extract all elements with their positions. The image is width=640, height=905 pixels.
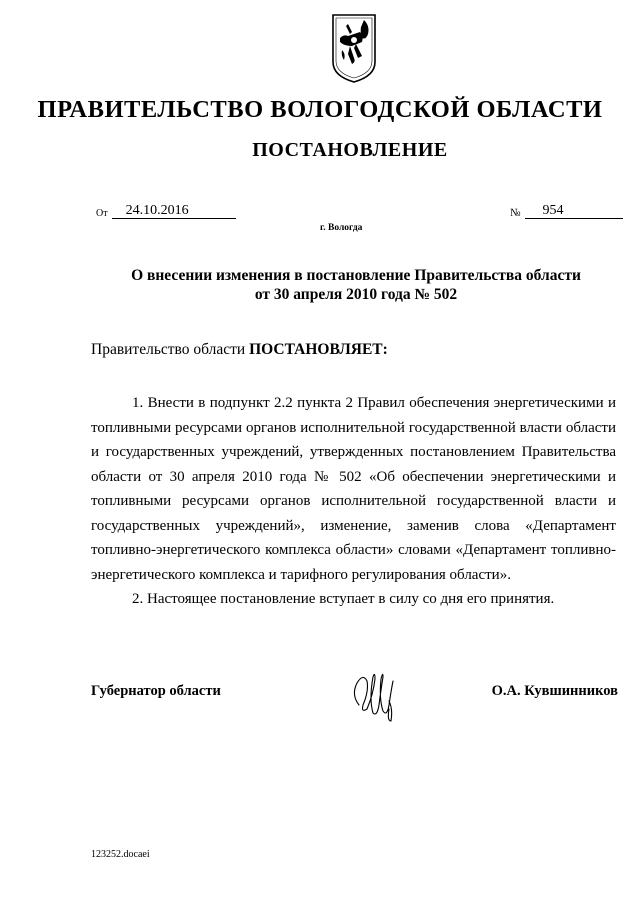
- handwritten-signature: [349, 665, 401, 723]
- city: г. Вологда: [320, 223, 363, 233]
- document-number: [510, 204, 623, 219]
- date-prefix: От: [96, 208, 108, 219]
- coat-of-arms-icon: [330, 12, 378, 84]
- date-value: 24.10.2016: [112, 204, 236, 219]
- number-value: 954: [525, 204, 623, 219]
- number-prefix: №: [510, 207, 521, 219]
- intro-text: Правительство области: [91, 341, 250, 358]
- intro-resolves: ПОСТАНОВЛЯЕТ:: [249, 341, 388, 358]
- signature-block: [91, 679, 618, 739]
- subject-line-1: О внесении изменения в постановление Правительства области: [131, 267, 581, 284]
- document-body: [91, 391, 616, 612]
- document-subject: [0, 266, 640, 304]
- document-type: ПОСТАНОВЛЕНИЕ: [252, 139, 448, 161]
- government-title: ПРАВИТЕЛЬСТВО ВОЛОГОДСКОЙ ОБЛАСТИ: [37, 96, 603, 123]
- subject-line-2: от 30 апреля 2010 года № 502: [254, 286, 458, 303]
- document-date: [96, 204, 236, 219]
- item-2: 2. Настоящее постановление вступает в силу со дня его принятия.: [132, 591, 555, 607]
- footer-file-id: 123252.docaei: [91, 849, 150, 860]
- signatory-post: Губернатор области: [91, 683, 221, 699]
- item-1: 1. Внести в подпункт 2.2 пункта 2 Правил обеспечения энергетическими и топливными ресурсами органов исполнительной государственной власти области и государственных учреждений, утвержденных постановлением Правительства области от 30 апреля 2010 года № 502 «Об обеспечении энергетическими и топливными ресурсами органов исполнительной государственной власти и государственных учреждений», изменение, заменив слова «Департамент топливно-энергетического комплекса области» словами «Департамент топливно-энергетического комплекса и тарифного регулирования области».: [91, 395, 616, 583]
- resolution-intro: [91, 341, 388, 359]
- signatory-name: О.А. Кувшинников: [491, 683, 618, 699]
